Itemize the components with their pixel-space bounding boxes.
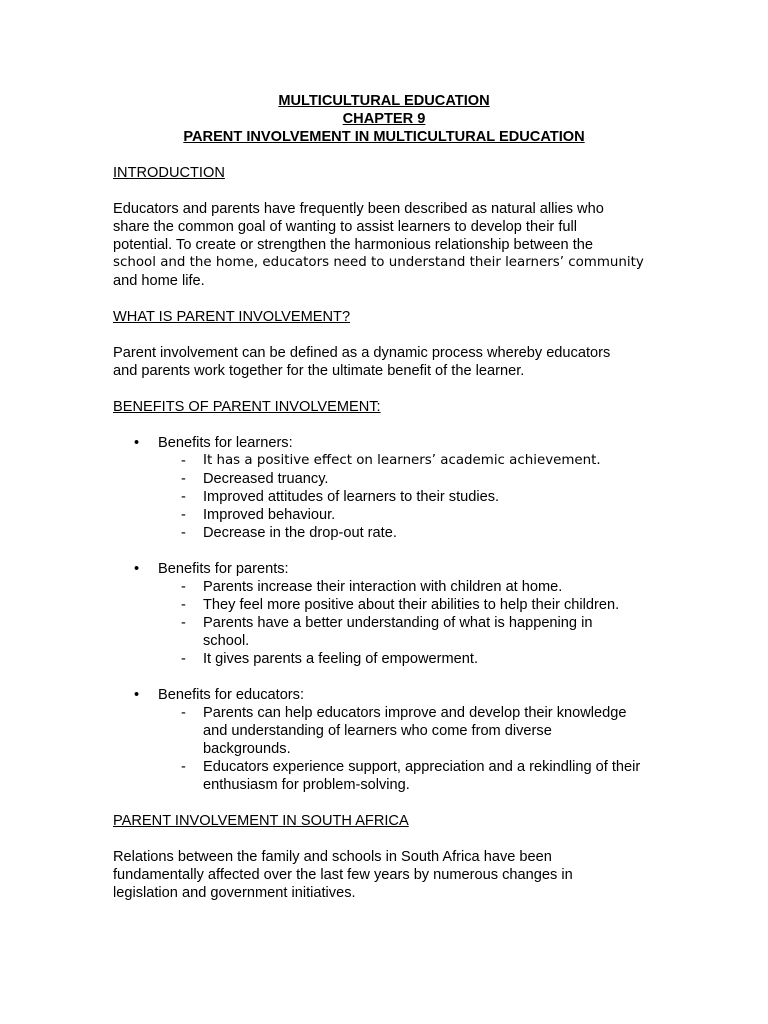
dash-icon: - (181, 759, 186, 775)
text-line: potential. To create or strengthen the harmonious relationship between the (113, 237, 594, 253)
bullet-item (113, 686, 673, 704)
list-item (113, 488, 673, 506)
south-africa-paragraph (113, 848, 658, 902)
bullet-item (113, 560, 673, 578)
list-item-text: Parents increase their interaction with children at home. (203, 579, 563, 595)
list-item-text: Decreased truancy. (203, 471, 329, 487)
bullet-label: Benefits for learners: (158, 435, 293, 451)
list-item-text: Decrease in the drop-out rate. (203, 525, 397, 541)
dash-icon: - (181, 489, 186, 505)
what-is-paragraph (113, 344, 658, 380)
bullet-icon: • (134, 561, 140, 577)
course-title: MULTICULTURAL EDUCATION (278, 93, 490, 109)
list-item (113, 596, 673, 614)
document-page (113, 92, 673, 902)
list-item-text: It gives parents a feeling of empowerment. (203, 651, 478, 667)
text-line: and parents work together for the ultimate benefit of the learner. (113, 363, 525, 379)
list-item-text: enthusiasm for problem-solving. (203, 777, 410, 793)
dash-icon: - (181, 453, 186, 469)
educators-benefits-list (113, 686, 673, 794)
text-line: Educators and parents have frequently been described as natural allies who (113, 201, 604, 217)
bullet-icon: • (134, 435, 140, 451)
south-africa-heading: PARENT INVOLVEMENT IN SOUTH AFRICA (113, 813, 409, 829)
list-item-text: It has a positive effect on learners’ academic achievement. (203, 453, 601, 468)
dash-icon: - (181, 525, 186, 541)
dash-icon: - (181, 615, 186, 631)
list-item-text: Parents can help educators improve and develop their knowledge (203, 705, 627, 721)
list-item-text: and understanding of learners who come from diverse (203, 723, 552, 739)
dash-icon: - (181, 651, 186, 667)
text-line: share the common goal of wanting to assist learners to develop their full (113, 219, 578, 235)
chapter-number: CHAPTER 9 (342, 111, 426, 127)
parents-benefits-list (113, 560, 673, 668)
list-item (113, 578, 673, 596)
list-item (113, 470, 673, 488)
benefits-heading: BENEFITS OF PARENT INVOLVEMENT: (113, 399, 381, 415)
list-item (113, 452, 673, 470)
text-line: legislation and government initiatives. (113, 885, 356, 901)
list-item-text: Improved behaviour. (203, 507, 336, 523)
dash-icon: - (181, 471, 186, 487)
text-line: Relations between the family and schools in South Africa have been (113, 849, 552, 865)
text-line: school and the home, educators need to understand their learners’ community (113, 255, 644, 270)
introduction-heading: INTRODUCTION (113, 165, 225, 181)
list-item-text: They feel more positive about their abilities to help their children. (203, 597, 620, 613)
dash-icon: - (181, 705, 186, 721)
text-line: fundamentally affected over the last few years by numerous changes in (113, 867, 573, 883)
list-item (113, 614, 673, 650)
bullet-icon: • (134, 687, 140, 703)
list-item (113, 704, 673, 758)
dash-icon: - (181, 597, 186, 613)
list-item-text: Educators experience support, appreciation and a rekindling of their (203, 759, 641, 775)
list-item (113, 758, 673, 794)
list-item-text: backgrounds. (203, 741, 291, 757)
bullet-label: Benefits for parents: (158, 561, 289, 577)
list-item (113, 650, 673, 668)
text-line: and home life. (113, 273, 205, 289)
bullet-label: Benefits for educators: (158, 687, 305, 703)
bullet-item (113, 434, 673, 452)
introduction-paragraph (113, 200, 658, 290)
list-item-text: school. (203, 633, 250, 649)
list-item-text: Improved attitudes of learners to their studies. (203, 489, 500, 505)
dash-icon: - (181, 507, 186, 523)
learners-benefits-list (113, 434, 673, 542)
dash-icon: - (181, 579, 186, 595)
list-item (113, 506, 673, 524)
text-line: Parent involvement can be defined as a dynamic process whereby educators (113, 345, 611, 361)
list-item-text: Parents have a better understanding of what is happening in (203, 615, 593, 631)
what-is-heading: WHAT IS PARENT INVOLVEMENT? (113, 309, 351, 325)
list-item (113, 524, 673, 542)
chapter-title: PARENT INVOLVEMENT IN MULTICULTURAL EDUCATION (183, 129, 585, 145)
title-block (113, 92, 655, 146)
